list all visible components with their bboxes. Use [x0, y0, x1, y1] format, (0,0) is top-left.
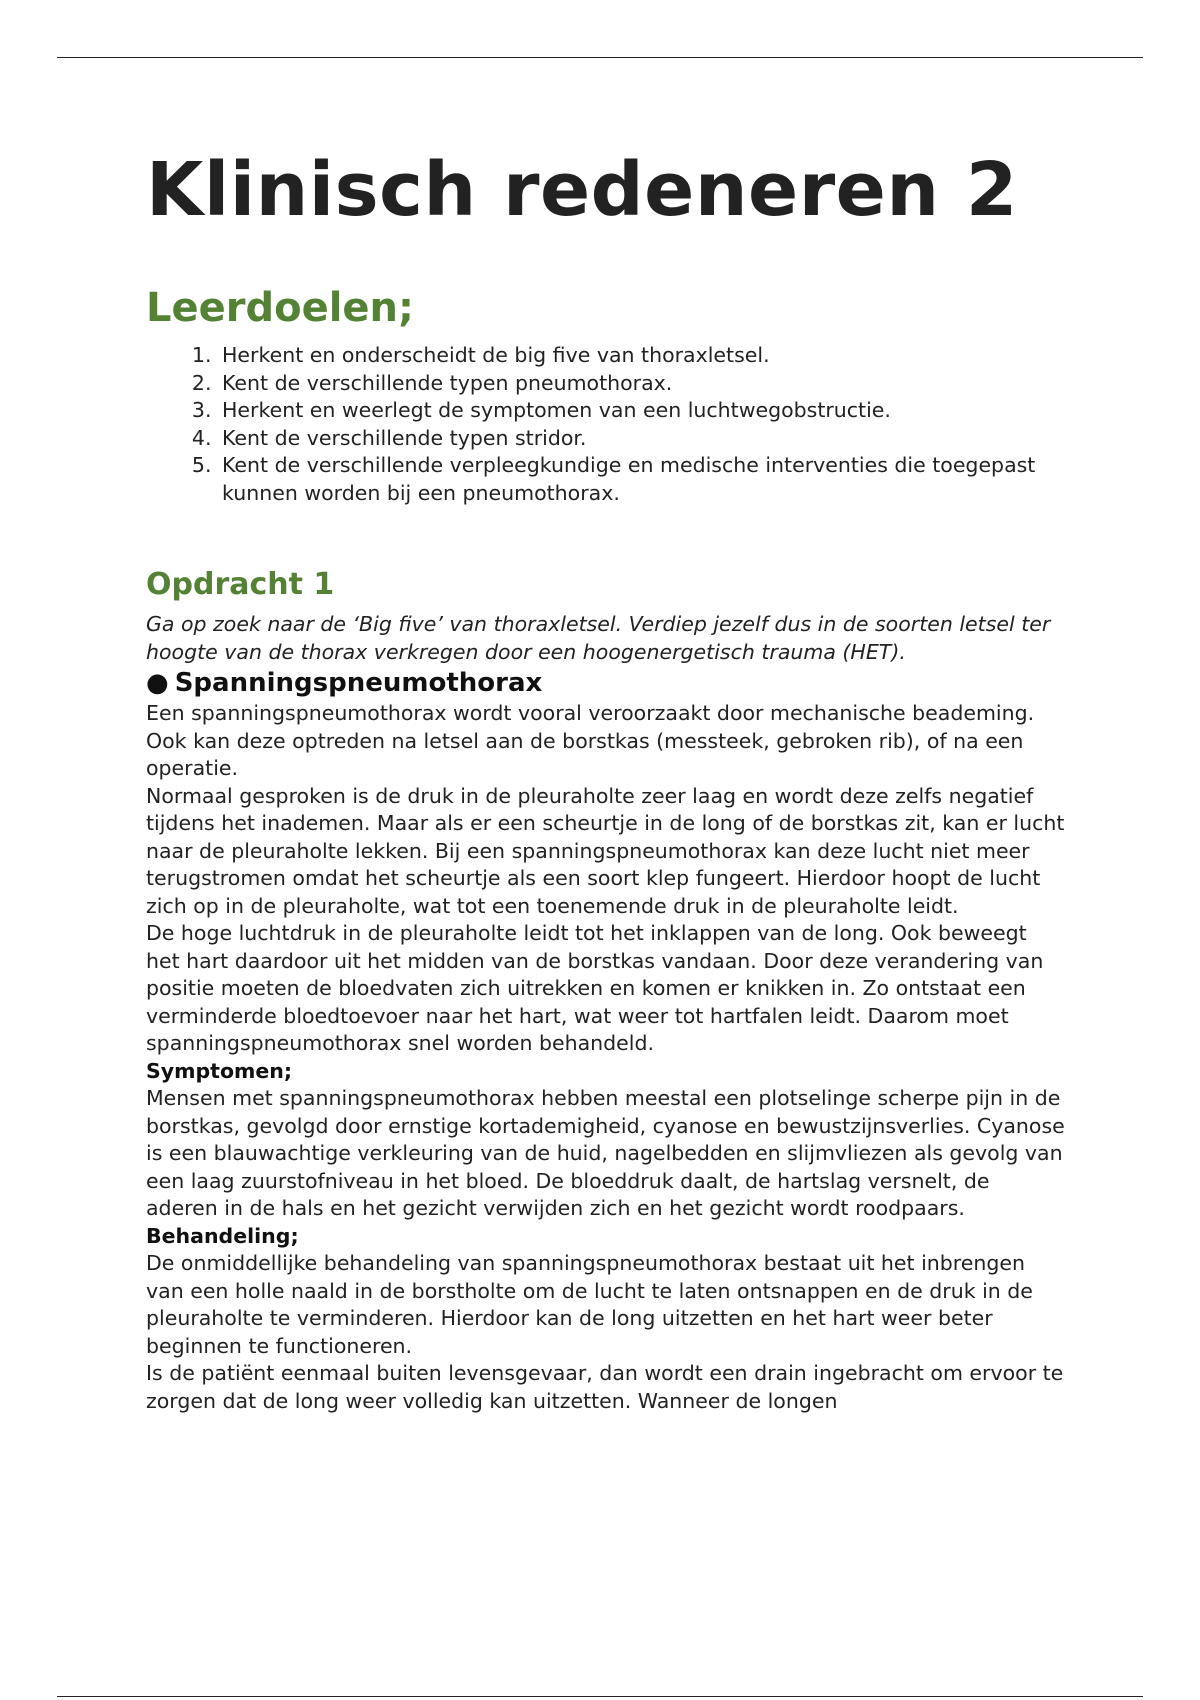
- section-heading: [146, 666, 1066, 700]
- bullet-icon: ●: [146, 668, 169, 698]
- top-rule: [57, 57, 1143, 58]
- opdracht-intro: Ga op zoek naar de ‘Big five’ van thoraxletsel. Verdiep jezelf dus in de soorten letsel ter hoogte van de thorax verkregen door een hoogenergetisch trauma (HET).: [146, 612, 1051, 664]
- behandeling-label: Behandeling;: [146, 1223, 299, 1248]
- symptomen-label: Symptomen;: [146, 1058, 293, 1083]
- paragraph: Is de patiënt eenmaal buiten levensgevaar, dan wordt een drain ingebracht om ervoor te zorgen dat de long weer volledig kan uitzetten. Wanneer de longen: [146, 1361, 1064, 1413]
- list-item: 1. Herkent en onderscheidt de big five van thoraxletsel.: [218, 342, 1066, 370]
- opdracht-heading: Opdracht 1: [146, 567, 335, 602]
- document-title: Klinisch redeneren 2: [146, 147, 1018, 233]
- paragraph: Normaal gesproken is de druk in de pleuraholte zeer laag en wordt deze zelfs negatief tijdens het inademen. Maar als er een scheurtje in de long of de borstkas zit, kan er lucht naar de pleuraholte lekken. Bij een spanningspneumothorax kan deze lucht niet meer terugstromen omdat het scheurtje als een soort klep fungeert. Hierdoor hoopt de lucht zich op in de pleuraholte, wat tot een toenemende druk in de pleuraholte leidt.: [146, 783, 1065, 918]
- list-item: 4. Kent de verschillende typen stridor.: [218, 425, 1066, 453]
- list-item: 3. Herkent en weerlegt de symptomen van een luchtwegobstructie.: [218, 397, 1066, 425]
- page-content: [146, 140, 1066, 1415]
- section-heading-text: Spanningspneumothorax: [174, 668, 543, 698]
- paragraph: Een spanningspneumothorax wordt vooral veroorzaakt door mechanische beademing. Ook kan deze optreden na letsel aan de borstkas (messteek, gebroken rib), of na een operatie.: [146, 701, 1035, 780]
- symptomen-text: Mensen met spanningspneumothorax hebben meestal een plotselinge scherpe pijn in de borstkas, gevolgd door ernstige kortademigheid, cyanose en bewustzijnsverlies. Cyanose is een blauwachtige verkleuring van de huid, nagelbedden en slijmvliezen als gevolg van een laag zuurstofniveau in het bloed. De bloeddruk daalt, de hartslag versnelt, de aderen in de hals en het gezicht verwijden zich en het gezicht wordt roodpaars.: [146, 1086, 1065, 1220]
- bottom-rule: [57, 1696, 1143, 1697]
- paragraph: De hoge luchtdruk in de pleuraholte leidt tot het inklappen van de long. Ook beweegt het hart daardoor uit het midden van de borstkas vandaan. Door deze verandering van positie moeten de bloedvaten zich uitrekken en komen er knikken in. Zo ontstaat een verminderde bloedtoevoer naar het hart, wat weer tot hartfalen leidt. Daarom moet spanningspneumothorax snel worden behandeld.: [146, 921, 1044, 1055]
- leerdoelen-heading: Leerdoelen;: [146, 285, 415, 331]
- list-item: 5. Kent de verschillende verpleegkundige en medische interventies die toegepast kunnen worden bij een pneumothorax.: [218, 452, 1066, 507]
- paragraph: De onmiddellijke behandeling van spanningspneumothorax bestaat uit het inbrengen van een holle naald in de borstholte om de lucht te laten ontsnappen en de druk in de pleuraholte te verminderen. Hierdoor kan de long uitzetten en het hart weer beter beginnen te functioneren.: [146, 1251, 1033, 1358]
- list-item: 2. Kent de verschillende typen pneumothorax.: [218, 370, 1066, 398]
- leerdoelen-list: [146, 342, 1066, 507]
